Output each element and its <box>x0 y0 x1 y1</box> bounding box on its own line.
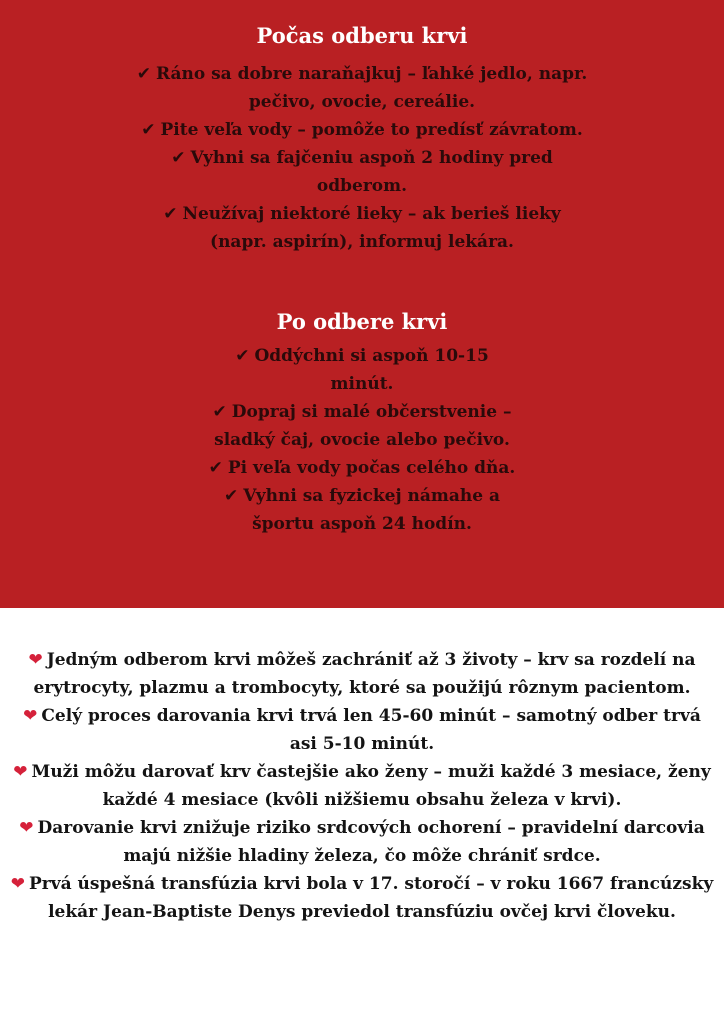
list-item: ✔ Dopraj si malé občerstvenie – sladký čaj, ovocie alebo pečivo. <box>212 402 512 450</box>
during-donation-list <box>0 60 724 256</box>
fact-item: ❤ Darovanie krvi znižuje riziko srdcových ochorení – pravidelní darcovia majú nižšie hladiny železa, čo môže chrániť srdce. <box>19 818 705 866</box>
heart-icon: ❤ <box>13 762 28 782</box>
heart-icon: ❤ <box>23 706 38 726</box>
after-donation-list <box>0 342 724 538</box>
facts-list <box>0 646 724 926</box>
check-icon: ✔ <box>136 64 151 84</box>
check-icon: ✔ <box>171 148 186 168</box>
check-icon: ✔ <box>208 458 223 478</box>
check-icon: ✔ <box>212 402 227 422</box>
heart-icon: ❤ <box>28 650 43 670</box>
heart-icon: ❤ <box>19 818 34 838</box>
list-item: ✔ Neužívaj niektoré lieky – ak berieš lieky (napr. aspirín), informuj lekára. <box>163 204 561 252</box>
list-item: ✔ Pite veľa vody – pomôže to predísť závratom. <box>141 120 583 140</box>
list-item: ✔ Ráno sa dobre naraňajkuj – ľahké jedlo, napr. pečivo, ovocie, cereálie. <box>136 64 588 112</box>
fact-item: ❤ Jedným odberom krvi môžeš zachrániť až 3 životy – krv sa rozdelí na erytrocyty, plazmu a trombocyty, ktoré sa použijú rôznym pacientom. <box>28 650 696 698</box>
list-item: ✔ Pi veľa vody počas celého dňa. <box>208 458 516 478</box>
fact-item: ❤ Celý proces darovania krvi trvá len 45-60 minút – samotný odber trvá asi 5-10 minút. <box>23 706 701 754</box>
fact-item: ❤ Muži môžu darovať krv častejšie ako ženy – muži každé 3 mesiace, ženy každé 4 mesiace (kvôli nižšiemu obsahu železa v krvi). <box>13 762 711 810</box>
list-item: ✔ Oddýchni si aspoň 10-15 minút. <box>235 346 489 394</box>
list-item: ✔ Vyhni sa fyzickej námahe a športu aspoň 24 hodín. <box>223 486 501 534</box>
heart-icon: ❤ <box>10 874 25 894</box>
list-item: ✔ Vyhni sa fajčeniu aspoň 2 hodiny pred odberom. <box>171 148 553 196</box>
check-icon: ✔ <box>223 486 239 506</box>
check-icon: ✔ <box>163 204 178 224</box>
check-icon: ✔ <box>235 346 250 366</box>
during-donation-heading: Počas odberu krvi <box>256 23 468 48</box>
fact-item: ❤ Prvá úspešná transfúzia krvi bola v 17. storočí – v roku 1667 francúzsky lekár Jean-Baptiste Denys previedol transfúziu ovčej krvi človeku. <box>10 874 714 922</box>
after-donation-heading: Po odbere krvi <box>276 309 448 334</box>
check-icon: ✔ <box>141 120 156 140</box>
